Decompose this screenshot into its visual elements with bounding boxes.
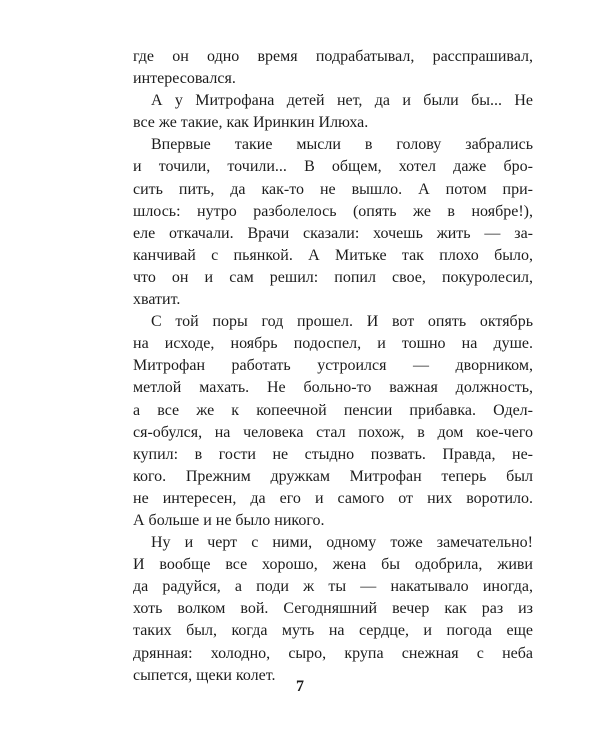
text-line: все же такие, как Иринкин Илюха. bbox=[133, 114, 369, 132]
text-line: интересовался. bbox=[133, 70, 236, 88]
text-line: Митрофан работать устроился — дворником, bbox=[133, 357, 533, 375]
text-line: С той поры год прошел. И вот опять октябрь bbox=[151, 313, 533, 331]
text-line: метлой махать. Не больно-то важная должность, bbox=[133, 379, 533, 397]
text-line: И вообще все хорошо, жена бы одобрила, живи bbox=[133, 556, 533, 574]
text-line: на исходе, ноябрь подоспел, и тошно на душе. bbox=[133, 335, 533, 353]
text-line: сыпется, щеки колет. bbox=[133, 666, 276, 684]
text-line: где он одно время подрабатывал, расспрашивал, bbox=[133, 48, 533, 65]
text-line: кого. Прежним дружкам Митрофан теперь был bbox=[133, 467, 533, 485]
text-line: Ну и черт с ними, одному тоже замечательно! bbox=[151, 534, 533, 552]
text-line: А больше и не было никого. bbox=[133, 511, 325, 529]
text-line: ся-обулся, на человека стал похож, в дом кое-чего bbox=[133, 423, 533, 441]
text-line: да радуйся, а поди ж ты — накатывало иногда, bbox=[133, 578, 533, 596]
text-line: и точили, точили... В общем, хотел даже бро- bbox=[133, 158, 533, 176]
text-line: хоть волком вой. Сегодняшний вечер как раз из bbox=[133, 600, 533, 618]
text-line: дрянная: холодно, сыро, крупа снежная с неба bbox=[133, 644, 533, 662]
text-line: хватит. bbox=[133, 291, 181, 309]
text-line: что он и сам решил: попил свое, покуролесил, bbox=[133, 268, 533, 286]
text-line: а все же к копеечной пенсии прибавка. Одел- bbox=[133, 401, 533, 419]
text-line: сить пить, да как-то не вышло. А потом при- bbox=[133, 180, 533, 198]
text-line: еле откачали. Врачи сказали: хочешь жить — за- bbox=[133, 224, 533, 242]
text-line: Впервые такие мысли в голову забрались bbox=[151, 136, 533, 154]
text-line: купил: в гости не стыдно позвать. Правда, не- bbox=[133, 445, 533, 463]
text-line: шлось: нутро разболелось (опять же в ноябре!), bbox=[133, 202, 533, 220]
text-line: таких был, когда муть на сердце, и погода еще bbox=[133, 622, 533, 640]
body-text bbox=[133, 46, 533, 687]
text-line: канчивай с пьянкой. А Митьке так плохо было, bbox=[133, 246, 533, 264]
text-line: не интересен, да его и самого от них воротило. bbox=[133, 489, 533, 507]
page-number: 7 bbox=[296, 678, 304, 695]
text-line: А у Митрофана детей нет, да и были бы... Не bbox=[151, 92, 533, 110]
